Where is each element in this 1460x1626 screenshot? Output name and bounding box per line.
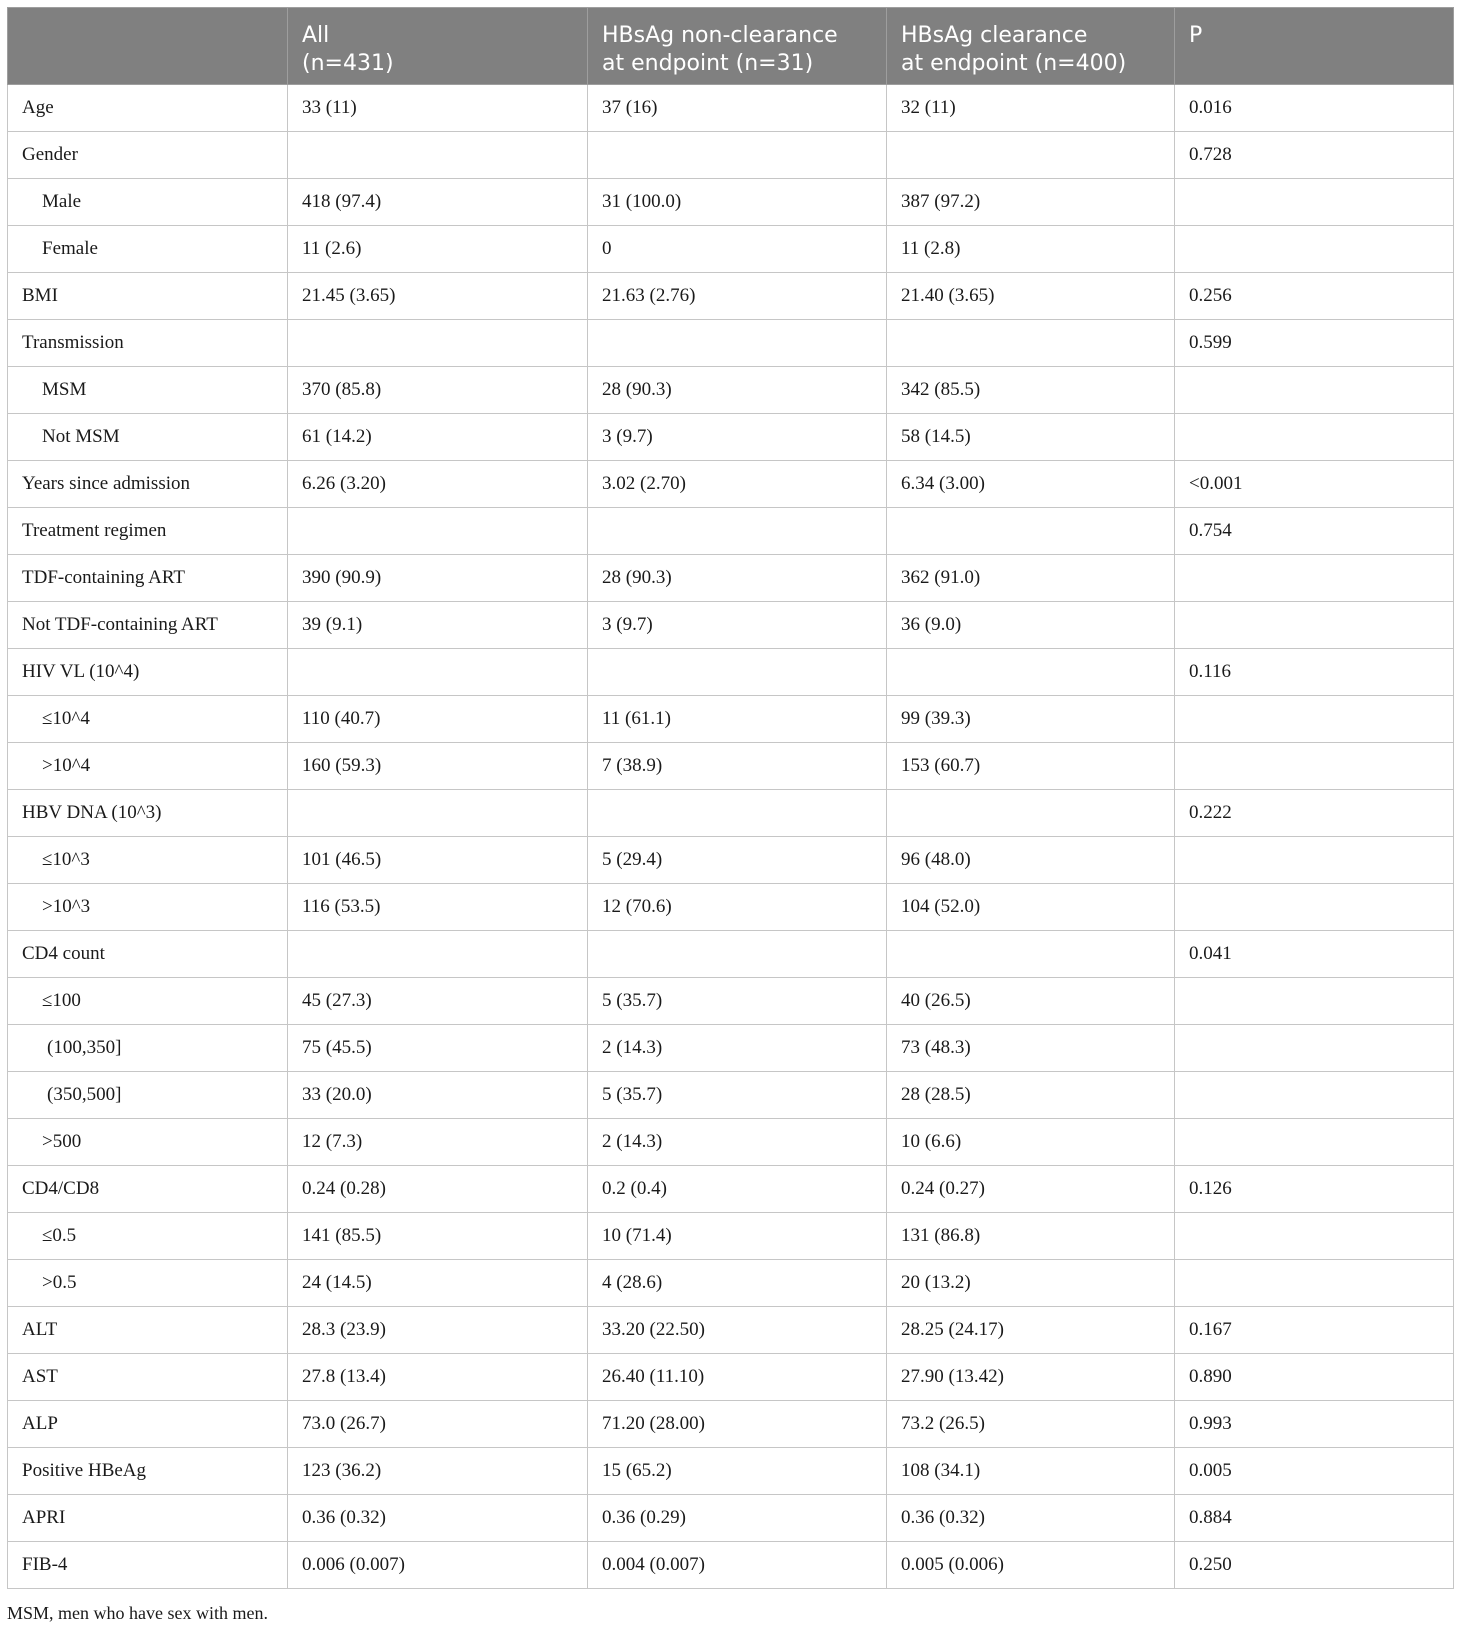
table-row: [8, 132, 1454, 179]
cell-p-value: 0.754: [1175, 508, 1454, 555]
cell-non-clearance: 0.004 (0.007): [588, 1542, 887, 1589]
cell-non-clearance: [588, 320, 887, 367]
row-label: Not MSM: [8, 414, 288, 461]
cell-non-clearance: 3 (9.7): [588, 602, 887, 649]
cell-p-value: 0.126: [1175, 1166, 1454, 1213]
row-label: Positive HBeAg: [8, 1448, 288, 1495]
cell-non-clearance: 0.2 (0.4): [588, 1166, 887, 1213]
cell-all: 28.3 (23.9): [288, 1307, 588, 1354]
row-label: Gender: [8, 132, 288, 179]
cell-clearance: 28.25 (24.17): [887, 1307, 1175, 1354]
cell-clearance: 342 (85.5): [887, 367, 1175, 414]
row-label: HBV DNA (10^3): [8, 790, 288, 837]
cell-all: 390 (90.9): [288, 555, 588, 602]
table-row: [8, 931, 1454, 978]
cell-p-value: [1175, 1213, 1454, 1260]
table-row: [8, 320, 1454, 367]
table-row: [8, 790, 1454, 837]
cell-all: 141 (85.5): [288, 1213, 588, 1260]
cell-p-value: 0.256: [1175, 273, 1454, 320]
cell-all: 45 (27.3): [288, 978, 588, 1025]
row-label: CD4/CD8: [8, 1166, 288, 1213]
cell-p-value: [1175, 696, 1454, 743]
cell-all: 27.8 (13.4): [288, 1354, 588, 1401]
row-label: >10^4: [8, 743, 288, 790]
cell-all: 11 (2.6): [288, 226, 588, 273]
table-row: [8, 1495, 1454, 1542]
cell-clearance: 104 (52.0): [887, 884, 1175, 931]
header-non-clearance-count: at endpoint (n=31): [602, 51, 814, 76]
cell-clearance: 6.34 (3.00): [887, 461, 1175, 508]
cell-all: 0.006 (0.007): [288, 1542, 588, 1589]
cell-non-clearance: 28 (90.3): [588, 555, 887, 602]
row-label: TDF-containing ART: [8, 555, 288, 602]
header-label-column: [8, 8, 288, 85]
table-header-row: [8, 8, 1454, 85]
row-label: >0.5: [8, 1260, 288, 1307]
cell-clearance: 0.24 (0.27): [887, 1166, 1175, 1213]
cell-p-value: [1175, 1260, 1454, 1307]
cell-clearance: 96 (48.0): [887, 837, 1175, 884]
cell-all: [288, 649, 588, 696]
cell-non-clearance: 3 (9.7): [588, 414, 887, 461]
cell-p-value: [1175, 884, 1454, 931]
cell-clearance: 32 (11): [887, 85, 1175, 132]
cell-p-value: 0.890: [1175, 1354, 1454, 1401]
cell-clearance: 27.90 (13.42): [887, 1354, 1175, 1401]
header-clearance: [887, 8, 1175, 85]
header-non-clearance-title: HBsAg non-clearance: [602, 23, 838, 48]
row-label: Transmission: [8, 320, 288, 367]
cell-non-clearance: 5 (29.4): [588, 837, 887, 884]
cell-p-value: [1175, 743, 1454, 790]
cell-clearance: 387 (97.2): [887, 179, 1175, 226]
cell-p-value: 0.041: [1175, 931, 1454, 978]
cell-p-value: [1175, 226, 1454, 273]
cell-all: [288, 132, 588, 179]
cell-p-value: [1175, 1119, 1454, 1166]
cell-clearance: 11 (2.8): [887, 226, 1175, 273]
table-row: [8, 884, 1454, 931]
cell-all: 75 (45.5): [288, 1025, 588, 1072]
cell-non-clearance: [588, 790, 887, 837]
row-label: MSM: [8, 367, 288, 414]
header-clearance-title: HBsAg clearance: [901, 23, 1088, 48]
row-label: ALP: [8, 1401, 288, 1448]
cell-clearance: 0.36 (0.32): [887, 1495, 1175, 1542]
table-row: [8, 1307, 1454, 1354]
cell-clearance: 20 (13.2): [887, 1260, 1175, 1307]
cell-p-value: [1175, 602, 1454, 649]
cell-non-clearance: 4 (28.6): [588, 1260, 887, 1307]
cell-p-value: 0.116: [1175, 649, 1454, 696]
row-label: ≤10^4: [8, 696, 288, 743]
cell-all: 39 (9.1): [288, 602, 588, 649]
table-row: [8, 555, 1454, 602]
table-row: [8, 837, 1454, 884]
row-label: ALT: [8, 1307, 288, 1354]
table-row: [8, 1354, 1454, 1401]
cell-p-value: <0.001: [1175, 461, 1454, 508]
header-p-value: P: [1175, 8, 1454, 85]
row-label: >10^3: [8, 884, 288, 931]
cell-p-value: 0.005: [1175, 1448, 1454, 1495]
table-footnote: MSM, men who have sex with men.: [7, 1603, 268, 1623]
table-row: [8, 1166, 1454, 1213]
cell-clearance: 73 (48.3): [887, 1025, 1175, 1072]
row-label: Age: [8, 85, 288, 132]
cell-non-clearance: [588, 508, 887, 555]
cell-all: 101 (46.5): [288, 837, 588, 884]
cell-p-value: [1175, 414, 1454, 461]
cell-p-value: 0.728: [1175, 132, 1454, 179]
cell-clearance: 362 (91.0): [887, 555, 1175, 602]
cell-clearance: [887, 790, 1175, 837]
row-label: HIV VL (10^4): [8, 649, 288, 696]
cell-non-clearance: 0: [588, 226, 887, 273]
table-row: [8, 414, 1454, 461]
cell-all: 24 (14.5): [288, 1260, 588, 1307]
row-label: (100,350]: [8, 1025, 288, 1072]
header-all: [288, 8, 588, 85]
cell-non-clearance: 11 (61.1): [588, 696, 887, 743]
cell-all: 110 (40.7): [288, 696, 588, 743]
cell-clearance: 36 (9.0): [887, 602, 1175, 649]
header-all-count: (n=431): [302, 51, 394, 76]
cell-all: 12 (7.3): [288, 1119, 588, 1166]
cell-p-value: 0.167: [1175, 1307, 1454, 1354]
cell-p-value: [1175, 367, 1454, 414]
cell-all: [288, 931, 588, 978]
row-label: ≤0.5: [8, 1213, 288, 1260]
cell-clearance: [887, 508, 1175, 555]
cell-p-value: [1175, 837, 1454, 884]
cell-p-value: 0.599: [1175, 320, 1454, 367]
table-row: [8, 85, 1454, 132]
cell-all: 370 (85.8): [288, 367, 588, 414]
cell-all: 0.24 (0.28): [288, 1166, 588, 1213]
cell-clearance: 28 (28.5): [887, 1072, 1175, 1119]
cell-clearance: [887, 649, 1175, 696]
cell-non-clearance: 3.02 (2.70): [588, 461, 887, 508]
row-label: >500: [8, 1119, 288, 1166]
cell-clearance: 99 (39.3): [887, 696, 1175, 743]
row-label: Not TDF-containing ART: [8, 602, 288, 649]
cell-non-clearance: 12 (70.6): [588, 884, 887, 931]
cell-p-value: [1175, 1025, 1454, 1072]
table-row: [8, 273, 1454, 320]
table-row: [8, 1072, 1454, 1119]
cell-all: 61 (14.2): [288, 414, 588, 461]
table-row: [8, 179, 1454, 226]
row-label: APRI: [8, 1495, 288, 1542]
row-label: Male: [8, 179, 288, 226]
cell-clearance: 153 (60.7): [887, 743, 1175, 790]
cell-non-clearance: 26.40 (11.10): [588, 1354, 887, 1401]
header-non-clearance: [588, 8, 887, 85]
cell-p-value: 0.250: [1175, 1542, 1454, 1589]
cell-non-clearance: 21.63 (2.76): [588, 273, 887, 320]
table-row: [8, 461, 1454, 508]
cell-p-value: 0.222: [1175, 790, 1454, 837]
cell-all: 21.45 (3.65): [288, 273, 588, 320]
cell-all: 116 (53.5): [288, 884, 588, 931]
table-row: [8, 1213, 1454, 1260]
row-label: ≤100: [8, 978, 288, 1025]
cell-all: [288, 508, 588, 555]
cell-all: [288, 320, 588, 367]
table-row: [8, 1448, 1454, 1495]
cell-p-value: 0.016: [1175, 85, 1454, 132]
characteristics-table: [7, 7, 1454, 1589]
cell-all: 418 (97.4): [288, 179, 588, 226]
cell-p-value: [1175, 978, 1454, 1025]
cell-non-clearance: 10 (71.4): [588, 1213, 887, 1260]
cell-clearance: 131 (86.8): [887, 1213, 1175, 1260]
cell-clearance: 21.40 (3.65): [887, 273, 1175, 320]
cell-non-clearance: [588, 649, 887, 696]
table-row: [8, 1542, 1454, 1589]
cell-p-value: [1175, 1072, 1454, 1119]
table-row: [8, 508, 1454, 555]
table-row: [8, 1025, 1454, 1072]
cell-non-clearance: 0.36 (0.29): [588, 1495, 887, 1542]
table-row: [8, 1401, 1454, 1448]
cell-non-clearance: [588, 132, 887, 179]
cell-clearance: [887, 931, 1175, 978]
cell-all: 0.36 (0.32): [288, 1495, 588, 1542]
cell-clearance: 108 (34.1): [887, 1448, 1175, 1495]
row-label: CD4 count: [8, 931, 288, 978]
cell-non-clearance: 33.20 (22.50): [588, 1307, 887, 1354]
cell-all: 6.26 (3.20): [288, 461, 588, 508]
cell-p-value: [1175, 555, 1454, 602]
row-label: Female: [8, 226, 288, 273]
row-label: (350,500]: [8, 1072, 288, 1119]
row-label: Years since admission: [8, 461, 288, 508]
cell-non-clearance: 2 (14.3): [588, 1119, 887, 1166]
cell-all: 33 (20.0): [288, 1072, 588, 1119]
cell-non-clearance: 2 (14.3): [588, 1025, 887, 1072]
header-all-title: All: [302, 23, 330, 48]
cell-clearance: 0.005 (0.006): [887, 1542, 1175, 1589]
cell-clearance: 10 (6.6): [887, 1119, 1175, 1166]
cell-non-clearance: 5 (35.7): [588, 1072, 887, 1119]
cell-non-clearance: 7 (38.9): [588, 743, 887, 790]
table-row: [8, 367, 1454, 414]
row-label: AST: [8, 1354, 288, 1401]
cell-clearance: [887, 320, 1175, 367]
table-row: [8, 978, 1454, 1025]
cell-non-clearance: 5 (35.7): [588, 978, 887, 1025]
cell-non-clearance: 28 (90.3): [588, 367, 887, 414]
row-label: BMI: [8, 273, 288, 320]
table-row: [8, 226, 1454, 273]
row-label: ≤10^3: [8, 837, 288, 884]
cell-non-clearance: 15 (65.2): [588, 1448, 887, 1495]
table-row: [8, 743, 1454, 790]
cell-all: 33 (11): [288, 85, 588, 132]
cell-p-value: 0.993: [1175, 1401, 1454, 1448]
cell-non-clearance: 71.20 (28.00): [588, 1401, 887, 1448]
cell-non-clearance: 37 (16): [588, 85, 887, 132]
row-label: FIB-4: [8, 1542, 288, 1589]
header-clearance-count: at endpoint (n=400): [901, 51, 1127, 76]
cell-all: 73.0 (26.7): [288, 1401, 588, 1448]
cell-non-clearance: [588, 931, 887, 978]
characteristics-table-container: [7, 7, 1453, 1589]
cell-p-value: 0.884: [1175, 1495, 1454, 1542]
cell-clearance: 73.2 (26.5): [887, 1401, 1175, 1448]
table-row: [8, 649, 1454, 696]
cell-clearance: 40 (26.5): [887, 978, 1175, 1025]
cell-clearance: [887, 132, 1175, 179]
cell-non-clearance: 31 (100.0): [588, 179, 887, 226]
table-row: [8, 602, 1454, 649]
cell-clearance: 58 (14.5): [887, 414, 1175, 461]
row-label: Treatment regimen: [8, 508, 288, 555]
cell-all: 123 (36.2): [288, 1448, 588, 1495]
cell-all: [288, 790, 588, 837]
table-row: [8, 1260, 1454, 1307]
cell-all: 160 (59.3): [288, 743, 588, 790]
cell-p-value: [1175, 179, 1454, 226]
table-row: [8, 696, 1454, 743]
table-row: [8, 1119, 1454, 1166]
